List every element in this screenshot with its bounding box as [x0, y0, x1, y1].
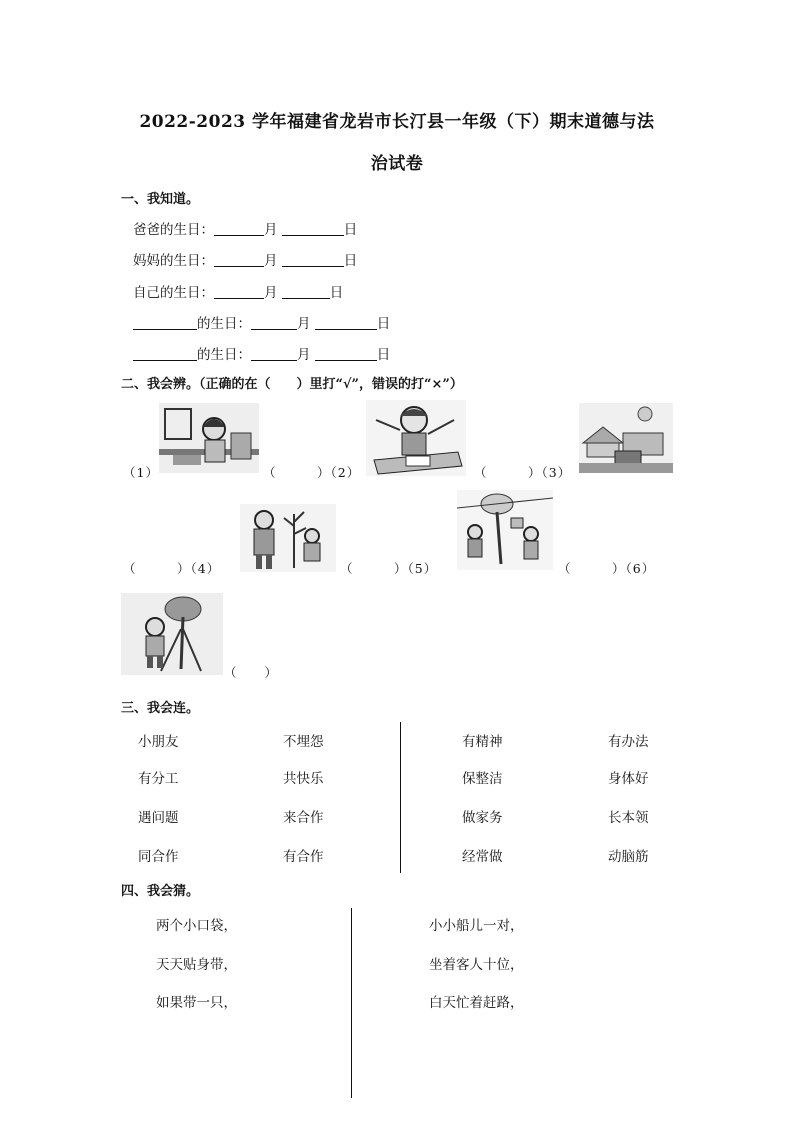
section-2-heading: 二、我会辨。（正确的在（ ）里打“√”，错误的打“×”） [121, 377, 463, 392]
month-blank[interactable] [251, 346, 297, 361]
month-blank[interactable] [214, 221, 264, 236]
birthday-label: 爸爸的生日： [133, 222, 214, 238]
match-word[interactable]: 有合作 [283, 849, 324, 865]
picture-2-boy-writing [366, 400, 466, 476]
birthday-label: 自己的生日： [133, 285, 214, 301]
day-label: 日 [329, 285, 344, 301]
section-3-heading: 三、我会连。 [121, 701, 200, 716]
match-word[interactable]: 保整洁 [462, 771, 503, 787]
riddle-line: 天天贴身带， [156, 957, 237, 973]
item-6-answer[interactable]: （ ） [224, 665, 279, 680]
picture-3-house-landscape [579, 403, 673, 473]
picture-5-children-tree [457, 490, 553, 570]
month-label: 月 [264, 285, 278, 301]
birthday-row-self [133, 281, 343, 301]
month-label: 月 [297, 316, 311, 332]
day-blank[interactable] [282, 252, 344, 267]
riddle-line: 两个小口袋， [156, 918, 237, 934]
day-label: 日 [376, 316, 391, 332]
match-word[interactable]: 有办法 [608, 734, 649, 750]
birthday-label: 妈妈的生日： [133, 253, 214, 269]
match-word[interactable]: 身体好 [608, 771, 649, 787]
section-4-heading: 四、我会猜。 [121, 884, 200, 899]
picture-1-child-at-desk [159, 403, 259, 473]
section-3-divider [400, 722, 401, 873]
month-label: 月 [264, 253, 278, 269]
match-word[interactable]: 动脑筋 [608, 849, 649, 865]
item-2-answer-item-3-label[interactable]: （ ）（3） [474, 465, 572, 480]
month-blank[interactable] [214, 284, 264, 299]
match-word[interactable]: 小朋友 [138, 734, 179, 750]
birthday-label: 的生日： [197, 347, 251, 363]
match-word[interactable]: 共快乐 [283, 771, 324, 787]
match-word[interactable]: 来合作 [283, 810, 324, 826]
item-3-answer-item-4-label[interactable]: （ ）（4） [123, 561, 221, 576]
riddle-line: 白天忙着赶路， [429, 995, 524, 1011]
page-title: 2022-2023 学年福建省龙岩市长汀县一年级（下）期末道德与法 [139, 112, 655, 132]
birthday-label: 的生日： [197, 316, 251, 332]
month-blank[interactable] [251, 315, 297, 330]
match-word[interactable]: 做家务 [462, 810, 503, 826]
picture-4-planting-tree [240, 504, 336, 572]
birthday-row-other-1 [133, 312, 390, 332]
riddle-line: 如果带一只， [156, 995, 237, 1011]
month-label: 月 [297, 347, 311, 363]
day-blank[interactable] [282, 221, 344, 236]
name-blank[interactable] [133, 315, 197, 330]
match-word[interactable]: 不埋怨 [283, 734, 324, 750]
page-title-continued: 治试卷 [370, 154, 424, 174]
riddle-line: 坐着客人十位， [429, 957, 524, 973]
match-word[interactable]: 有分工 [138, 771, 179, 787]
day-label: 日 [376, 347, 391, 363]
day-label: 日 [343, 222, 358, 238]
picture-6-boy-tree [121, 593, 223, 675]
day-blank[interactable] [315, 346, 377, 361]
match-word[interactable]: 经常做 [462, 849, 503, 865]
birthday-row-father [133, 218, 357, 238]
day-blank[interactable] [315, 315, 377, 330]
section-1-heading: 一、我知道。 [121, 192, 200, 207]
match-word[interactable]: 有精神 [462, 734, 503, 750]
birthday-row-other-2 [133, 343, 390, 363]
section-4-divider [351, 908, 352, 1098]
month-blank[interactable] [214, 252, 264, 267]
day-blank[interactable] [282, 284, 330, 299]
item-1-answer-item-2-label[interactable]: （ ）（2） [263, 465, 361, 480]
match-word[interactable]: 遇问题 [138, 810, 179, 826]
item-4-answer-item-5-label[interactable]: （ ）（5） [340, 561, 438, 576]
match-word[interactable]: 同合作 [138, 849, 179, 865]
item-1-label: （1） [123, 465, 159, 480]
month-label: 月 [264, 222, 278, 238]
item-5-answer-item-6-label[interactable]: （ ）（6） [558, 561, 656, 576]
day-label: 日 [343, 253, 358, 269]
match-word[interactable]: 长本领 [608, 810, 649, 826]
birthday-row-mother [133, 249, 357, 269]
riddle-line: 小小船儿一对， [429, 918, 524, 934]
name-blank[interactable] [133, 346, 197, 361]
